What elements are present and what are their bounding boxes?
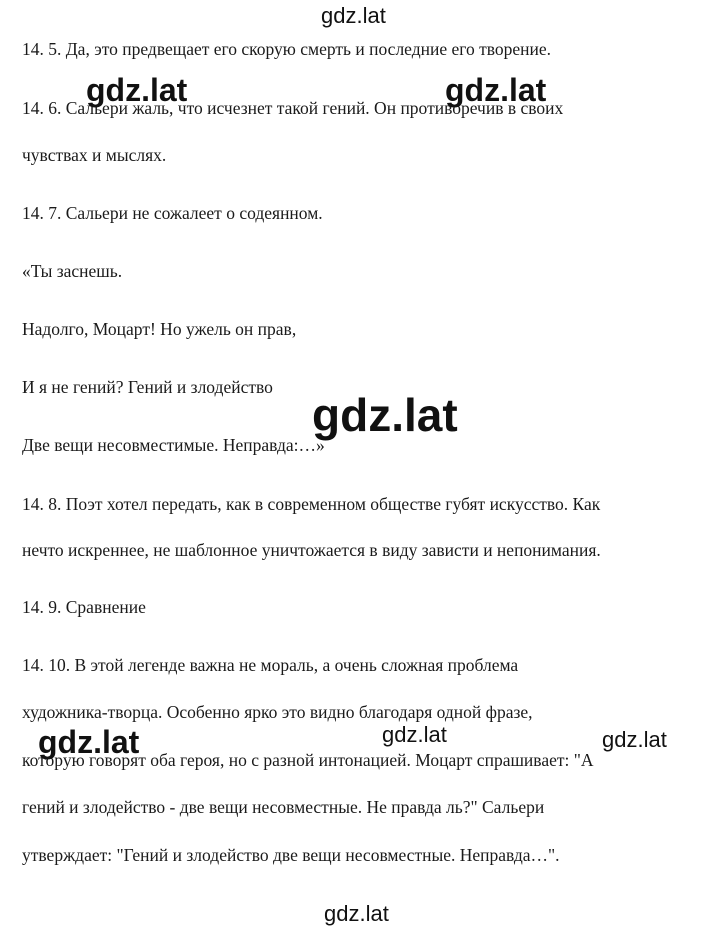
watermark-top: gdz.lat <box>321 3 386 28</box>
quote-line-3: И я не гений? Гений и злодейство <box>22 377 273 397</box>
answer-line-14-10-cont-4: утверждает: "Гений и злодейство две вещи несовместные. Неправда…". <box>22 845 560 865</box>
answer-line-14-10-cont-2: которую говорят оба героя, но с разной интонацией. Моцарт спрашивает: "А <box>22 750 594 770</box>
answer-line-14-9: 14. 9. Сравнение <box>22 597 146 617</box>
answer-line-14-5: 14. 5. Да, это предвещает его скорую смерть и последние его творение. <box>22 39 552 59</box>
watermark-middle-lower: gdz.lat <box>382 722 447 747</box>
answer-line-14-10-cont-3: гений и злодейство - две вещи несовместные. Не правда ль?" Сальери <box>22 797 545 817</box>
watermark-left-lower: gdz.lat <box>38 724 140 760</box>
answer-line-14-6: 14. 6. Сальери жаль, что исчезнет такой гений. Он противоречив в своих <box>22 98 564 118</box>
answer-line-14-10-cont-1: художника-творца. Особенно ярко это видно благодаря одной фразе, <box>22 702 533 722</box>
quote-line-4: Две вещи несовместимые. Неправда:…» <box>22 435 325 455</box>
quote-line-2: Надолго, Моцарт! Но ужель он прав, <box>22 319 297 339</box>
watermark-bottom: gdz.lat <box>324 901 389 926</box>
answer-line-14-6-cont: чувствах и мыслях. <box>22 145 167 165</box>
watermark-right-lower: gdz.lat <box>602 727 667 752</box>
answer-line-14-8-cont: нечто искреннее, не шаблонное уничтожается в виду зависти и непонимания. <box>22 540 601 560</box>
watermark-left-upper: gdz.lat <box>86 72 188 108</box>
answer-line-14-10: 14. 10. В этой легенде важна не мораль, а очень сложная проблема <box>22 655 519 675</box>
watermark-right-upper: gdz.lat <box>445 72 547 108</box>
answer-line-14-7: 14. 7. Сальери не сожалеет о содеянном. <box>22 203 323 223</box>
quote-line-1: «Ты заснешь. <box>22 261 123 281</box>
answer-line-14-8: 14. 8. Поэт хотел передать, как в современном обществе губят искусство. Как <box>22 494 601 514</box>
watermark-center: gdz.lat <box>312 389 458 441</box>
